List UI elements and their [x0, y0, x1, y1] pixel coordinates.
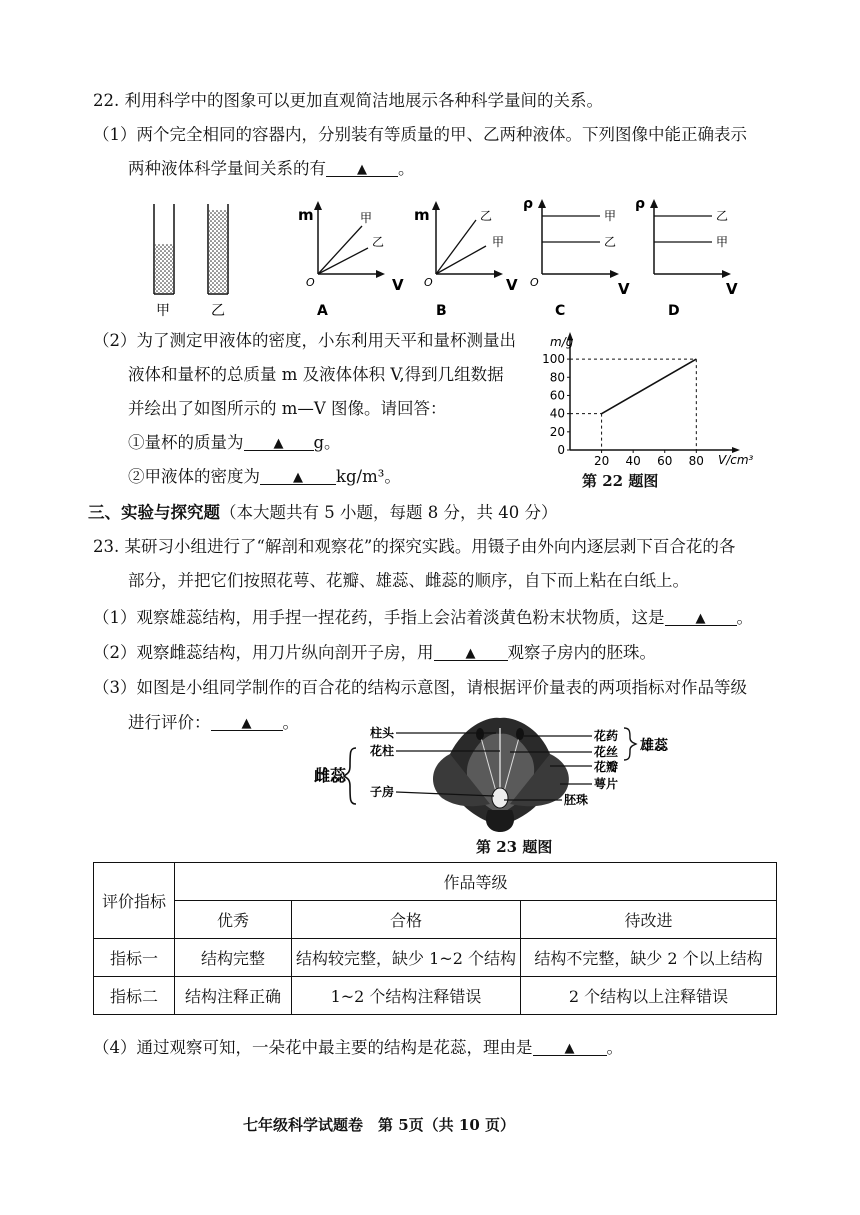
- q22-part1-line1: （1）两个完全相同的容器内，分别装有等质量的甲、乙两种液体。下列图像中能正确表示: [93, 125, 747, 144]
- graph-b-origin: O: [424, 276, 433, 289]
- mv-chart-y-tick-label: 80: [549, 370, 565, 385]
- q22-part1-text: 两种液体科学量间关系的有: [128, 159, 326, 178]
- graph-b-x-label: V: [506, 276, 518, 294]
- label-style: 花柱: [370, 744, 395, 758]
- table-row: [94, 977, 777, 1015]
- graph-c-y-label: ρ: [523, 196, 534, 212]
- q23-part2: （2）观察雌蕊结构，用刀片纵向剖开子房，用 ▲ 观察子房内的胚珠。: [93, 643, 656, 662]
- stamen-group-label: 雄蕊: [640, 738, 668, 754]
- graph-c-origin: O: [530, 276, 539, 289]
- q23-part3-line1: （3）如图是小组同学制作的百合花的结构示意图，请根据评价量表的两项指标对作品等级: [93, 678, 747, 697]
- container-yi: [208, 204, 228, 294]
- cup-mass-blank[interactable]: ▲: [244, 432, 314, 451]
- lily-diagram: [310, 714, 690, 834]
- label-filament: 花丝: [594, 745, 619, 759]
- graph-b-lower-label: 甲: [492, 235, 505, 249]
- graph-a-x-label: V: [392, 276, 404, 294]
- label-ovule: 胚珠: [564, 793, 589, 807]
- graph-b-lower-line: [436, 246, 486, 274]
- containers-figure: [140, 198, 250, 320]
- q22-part1-blank[interactable]: ▲: [326, 158, 398, 177]
- graph-a: [292, 198, 407, 320]
- q23-stem-line2: 部分，并把它们按照花萼、花瓣、雄蕊、雌蕊的顺序，自下而上粘在白纸上。: [128, 571, 689, 590]
- table-row-name: 指标二: [94, 977, 175, 1015]
- graph-a-upper-line: [318, 226, 362, 274]
- q23-stem-line1: 23. 某研习小组进行了“解剖和观察花”的探究实践。用镊子由外向内逐层剥下百合花的各: [93, 537, 736, 556]
- table-cell: 结构注释正确: [175, 977, 292, 1015]
- q22-part2-line1: （2）为了测定甲液体的密度，小东利用天平和量杯测量出: [93, 331, 516, 350]
- graph-b-upper-label: 乙: [480, 209, 493, 223]
- mv-chart: [520, 330, 770, 470]
- q22-stem: 22. 利用科学中的图象可以更加直观简洁地展示各种科学量间的关系。: [93, 91, 603, 110]
- section3-heading: [88, 502, 557, 524]
- table-level-pass: 合格: [292, 901, 521, 939]
- section3-title: 三、实验与探究题: [88, 503, 220, 522]
- label-stigma: 柱头: [370, 726, 395, 740]
- density-blank[interactable]: ▲: [260, 466, 336, 485]
- container-yi-label: 乙: [211, 303, 225, 319]
- table-level-excellent: 优秀: [175, 901, 292, 939]
- table-row-name: 指标一: [94, 939, 175, 977]
- q22-sub2: ②甲液体的密度为 ▲ kg/m³。: [128, 467, 401, 486]
- page-footer: 七年级科学试题卷 第 5页（共 10 页）: [243, 1116, 515, 1134]
- table-level-improve: 待改进: [521, 901, 777, 939]
- graph-d-x-label: V: [726, 280, 738, 298]
- graph-a-lower-label: 乙: [372, 235, 385, 249]
- graph-b: [410, 198, 525, 320]
- graph-a-option: A: [317, 303, 328, 319]
- graph-d: [632, 194, 756, 320]
- graph-d-lower-label: 甲: [716, 235, 729, 249]
- stamen-brace: [624, 728, 636, 760]
- graph-d-option: D: [668, 303, 680, 319]
- label-anther: 花药: [594, 729, 619, 743]
- graph-b-y-label: m: [414, 206, 430, 224]
- graph-c-option: C: [555, 303, 566, 319]
- graph-c-lower-label: 乙: [604, 235, 617, 249]
- table-row: [94, 939, 777, 977]
- q23-part2-blank[interactable]: ▲: [434, 642, 508, 661]
- table-cell: 结构不完整，缺少 2 个以上结构: [521, 939, 777, 977]
- graph-c: [520, 194, 640, 320]
- q22-sub1: ①量杯的质量为 ▲ g。: [128, 433, 341, 452]
- graph-b-upper-line: [436, 220, 476, 274]
- q22-figure-caption: 第 22 题图: [582, 472, 659, 490]
- pistil-group-label: 雌蕊: [314, 766, 347, 785]
- q23-part1-blank[interactable]: ▲: [665, 607, 737, 626]
- mv-chart-x-tick-label: 60: [657, 454, 673, 468]
- graph-d-y-label: ρ: [635, 196, 646, 212]
- q23-part4: （4）通过观察可知，一朵花中最主要的结构是花蕊，理由是 ▲ 。: [93, 1038, 623, 1057]
- mv-chart-x-tick-label: 80: [688, 454, 704, 468]
- mv-chart-y-tick-label: 60: [549, 388, 565, 403]
- q22-part2-line2: 液体和量杯的总质量 m 及液体体积 V,得到几组数据: [128, 365, 504, 384]
- graph-c-upper-label: 甲: [604, 209, 617, 223]
- table-header-index: 评价指标: [94, 863, 175, 939]
- graph-a-upper-label: 甲: [360, 211, 373, 225]
- graph-d-upper-label: 乙: [716, 209, 729, 223]
- graph-a-origin: O: [306, 276, 315, 289]
- q22-part1-line2: 两种液体科学量间关系的有 ▲ 。: [128, 159, 415, 178]
- graph-b-option: B: [436, 303, 447, 319]
- mv-chart-y-tick-label: 40: [549, 406, 565, 421]
- q22-part2-line3: 并绘出了如图所示的 m—V 图像。请回答：: [128, 399, 447, 418]
- table-cell: 1~2 个结构注释错误: [292, 977, 521, 1015]
- table-cell: 2 个结构以上注释错误: [521, 977, 777, 1015]
- q23-part3-line2: 进行评价： ▲ 。: [128, 713, 299, 732]
- q23-part4-blank[interactable]: ▲: [533, 1037, 607, 1056]
- section3-note: （本大题共有 5 小题，每题 8 分，共 40 分）: [220, 503, 558, 522]
- q23-part3-blank[interactable]: ▲: [211, 712, 283, 731]
- label-petal: 花瓣: [594, 760, 619, 774]
- container-jia: [154, 204, 174, 294]
- lily-flower-drawing: [433, 718, 569, 832]
- mv-chart-y-tick-label: 100: [542, 352, 565, 367]
- graph-a-y-label: m: [298, 206, 314, 224]
- table-cell: 结构完整: [175, 939, 292, 977]
- mv-chart-x-tick-label: 20: [593, 454, 610, 468]
- q23-part1: （1）观察雄蕊结构，用手捏一捏花药，手指上会沾着淡黄色粉末状物质，这是 ▲ 。: [93, 608, 753, 627]
- graph-c-x-label: V: [618, 280, 630, 298]
- table-header-group: 作品等级: [175, 863, 777, 901]
- label-sepal: 萼片: [594, 777, 619, 791]
- mv-chart-x-label: V/cm³: [718, 453, 754, 467]
- mv-chart-y-tick-label: 0: [557, 443, 565, 457]
- label-ovary: 子房: [370, 785, 395, 799]
- container-jia-label: 甲: [156, 303, 170, 319]
- evaluation-table: [93, 862, 777, 1015]
- q23-figure-caption: 第 23 题图: [476, 838, 553, 856]
- graph-a-lower-line: [318, 248, 368, 274]
- table-cell: 结构较完整，缺少 1~2 个结构: [292, 939, 521, 977]
- mv-chart-series-line: [602, 359, 697, 414]
- mv-chart-y-label: m/g: [550, 335, 574, 349]
- mv-chart-y-tick-label: 20: [549, 424, 565, 439]
- mv-chart-x-tick-label: 40: [625, 454, 641, 468]
